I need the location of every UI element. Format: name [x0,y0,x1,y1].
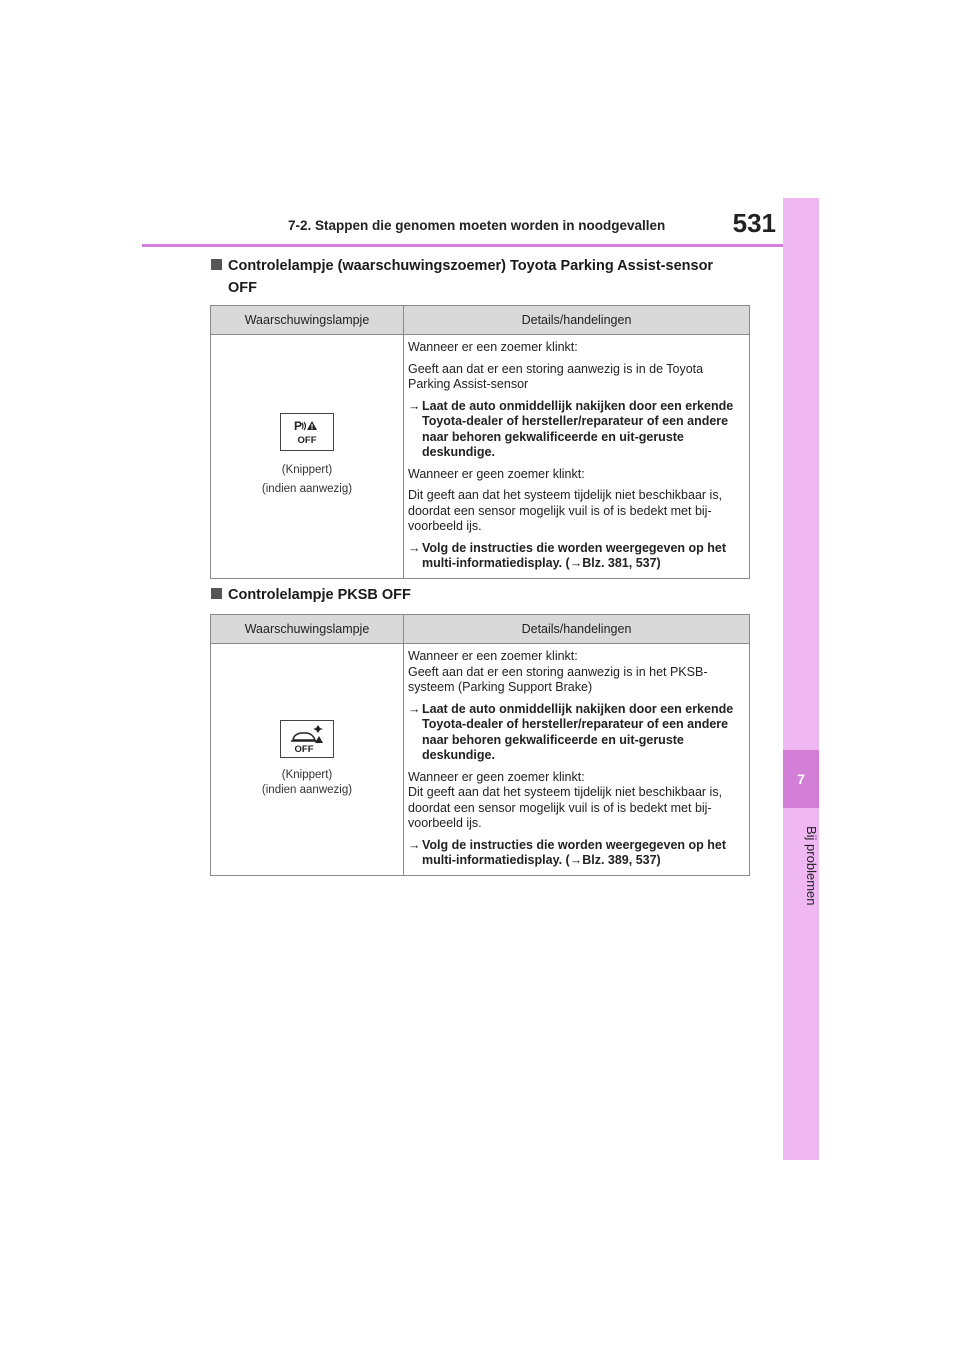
lamp-icon-text: OFF [294,744,314,755]
lamp-icon-text: OFF [297,435,317,447]
case2-desc: Dit geeft aan dat het systeem tijdelijk niet beschikbaar is, doordat een sensor mogelijk vuil is of is bedekt met bij-voorbeeld ijs. [408,785,723,830]
case1-action-text: Laat de auto onmiddellijk nakijken door een erkende Toyota-dealer of hersteller/reparateur of een andere naar behoren gekwalificeerde en uit-geruste deskundige. [422,701,734,762]
case2-action [408,541,743,572]
details-cell [404,335,750,579]
svg-text:P: P [294,419,303,434]
arrow-right-icon: → [408,398,421,413]
section-title: 7-2. Stappen die genomen moeten worden in noodgevallen [288,218,666,233]
case1-action-text: Laat de auto onmiddellijk nakijken door een erkende Toyota-dealer of hersteller/reparateur of een andere naar behoren gekwalificeerde en uit-geruste deskundige. [422,398,734,459]
case2-title: Wanneer er geen zoemer klinkt: [408,769,585,784]
lamp-note-blinking: (Knippert) [281,464,333,477]
case2-action-text: Volg de instructies die worden weergegeven op het multi-informatiedisplay. (→Blz. 381, 537) [422,540,726,570]
header-rule [142,244,783,247]
heading-line1: Controlelampje (waarschuwingszoemer) Toyota Parking Assist-sensor [228,258,714,274]
arrow-right-icon: → [408,540,421,555]
case1-desc: Geeft aan dat er een storing aanwezig is in het PKSB-systeem (Parking Support Brake) [408,664,708,694]
table-header-row [211,306,750,335]
lamp-note-blinking: (Knippert) [281,769,333,782]
case2-title: Wanneer er geen zoemer klinkt: [408,466,585,481]
lamp-cell [211,335,404,579]
arrow-right-icon: → [408,701,421,716]
lamp-note-if-equipped: (indien aanwezig) [261,784,353,797]
case1-action [408,702,743,764]
col-header-details: Details/handelingen [404,615,750,644]
page-number: 531 [732,208,776,238]
warning-table-pksb [210,614,750,876]
col-header-details: Details/handelingen [404,306,750,335]
case1-desc: Geeft aan dat er een storing aanwezig is in de Toyota Parking Assist-sensor [408,361,704,391]
case1-title: Wanneer er een zoemer klinkt: [408,649,578,663]
square-bullet-icon [211,259,222,270]
case1-title: Wanneer er een zoemer klinkt: [408,340,578,354]
case2-desc: Dit geeft aan dat het systeem tijdelijk niet beschikbaar is, doordat een sensor mogelijk vuil is of is bedekt met bij-voorbeeld ijs. [408,488,723,533]
chapter-label: Bij problemen [804,826,819,906]
chapter-side-tab [783,198,819,1160]
section-heading-pksb [211,584,411,606]
col-header-lamp: Waarschuwingslampje [211,615,404,644]
square-bullet-icon [211,588,222,599]
chapter-number: 7 [783,750,819,808]
pksb-off-icon [287,724,327,754]
table-header-row [211,615,750,644]
heading-line1: Controlelampje PKSB OFF [228,587,411,603]
lamp-note-if-equipped: (indien aanwezig) [261,483,353,496]
case2-action [408,838,743,869]
col-header-lamp: Waarschuwingslampje [211,306,404,335]
lamp-cell [211,644,404,876]
warning-table-parking-assist [210,305,750,579]
lamp-icon-box [280,720,334,758]
table-row [211,644,750,876]
heading-line2: OFF [228,280,257,296]
case1-action [408,399,743,461]
table-row [211,335,750,579]
details-cell [404,644,750,876]
case2-action-text: Volg de instructies die worden weergegeven op het multi-informatiedisplay. (→Blz. 389, 537) [422,837,726,867]
section-heading-parking-assist [211,255,713,299]
arrow-right-icon: → [408,837,421,852]
parking-assist-off-icon [289,418,325,446]
lamp-icon-box [280,413,334,451]
